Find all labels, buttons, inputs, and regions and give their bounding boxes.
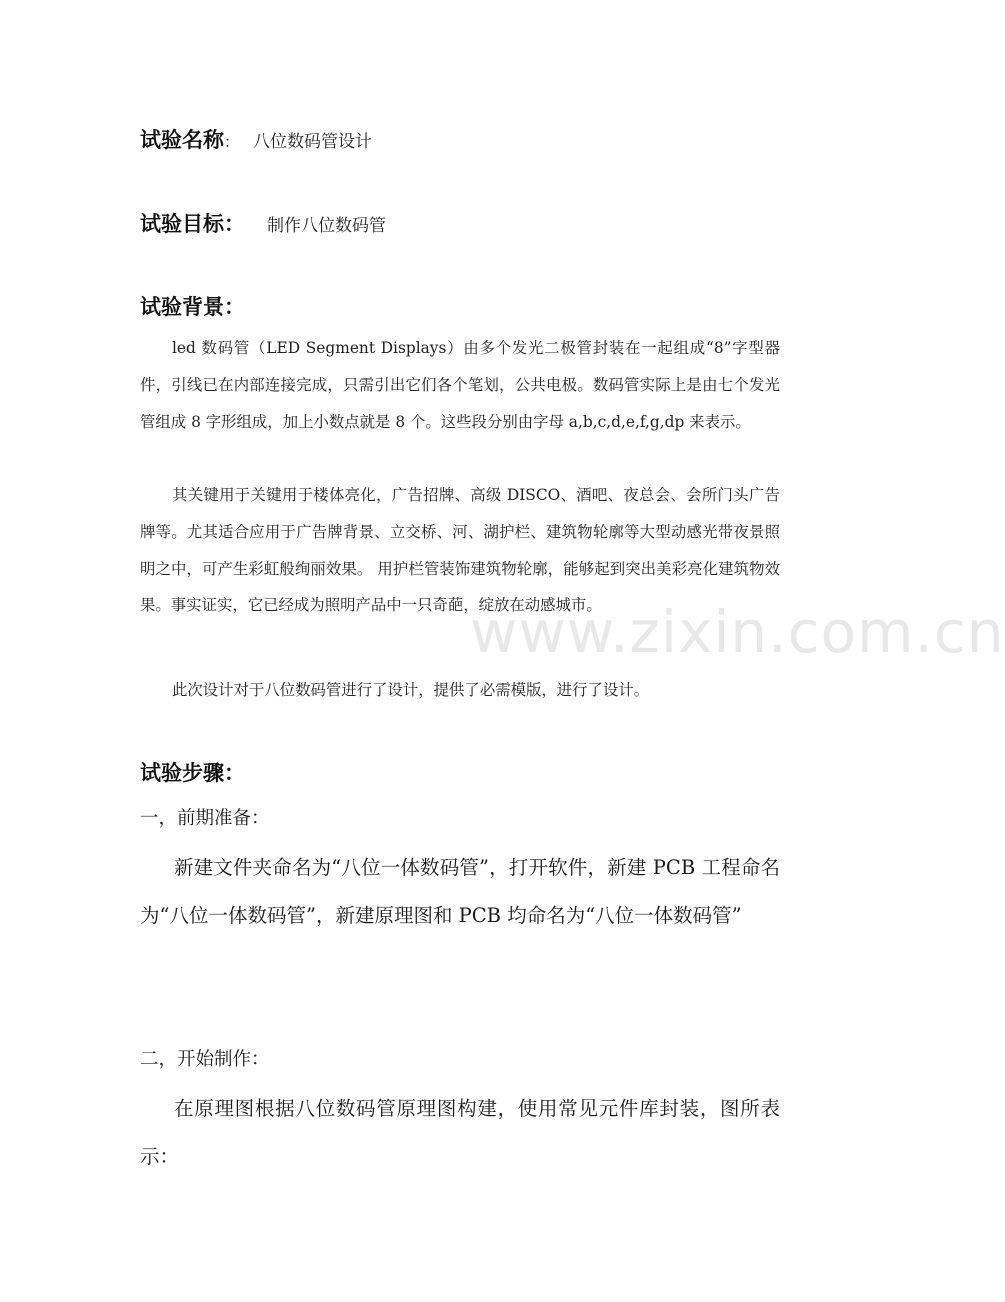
experiment-name-row — [140, 124, 372, 154]
step-1-title: 一，前期准备： — [140, 808, 270, 829]
experiment-goal-value: 制作八位数码管 — [267, 216, 386, 236]
experiment-name-separator: ： — [224, 133, 240, 151]
background-paragraph-3: 此次设计对于八位数码管进行了设计，提供了必需模版，进行了设计。 — [172, 681, 650, 699]
experiment-name-value: 八位数码管设计 — [253, 132, 373, 152]
experiment-steps-heading: 试验步骤： — [140, 761, 245, 785]
watermark-text: www.zixin.com.cn — [470, 598, 1005, 666]
background-paragraph-1: led 数码管（LED Segment Displays）由多个发光二极管封装在一起组成“8”字型器件，引线已在内部连接完成，只需引出它们各个笔划，公共电极。数码管实际上是由七个发光管组成 8 字形组成，加上小数点就是 8 个。这些段分别由字母 a,b,c,d,e,f,g,dp 来表示。 — [140, 339, 780, 431]
experiment-background-heading: 试验背景： — [140, 295, 245, 319]
step-1-text: 新建文件夹命名为“八位一体数码管”，打开软件，新建 PCB 工程命名为“八位一体数码管”，新建原理图和 PCB 均命名为“八位一体数码管” — [140, 856, 780, 927]
step-2-text: 在原理图根据八位数码管原理图构建，使用常见元件库封装，图所表示： — [140, 1097, 780, 1168]
background-paragraph-2: 其关键用于关键用于楼体亮化，广告招牌、高级 DISCO、酒吧、夜总会、会所门头广告牌等。尤其适合应用于广告牌背景、立交桥、河、湖护栏、建筑物轮廓等大型动感光带夜景照明之中，可产生彩虹般绚丽效果。 用护栏管装饰建筑物轮廓，能够起到突出美彩亮化建筑物效果。事实证实，它已经成为照明产品中一只奇葩，绽放在动感城市。 — [140, 486, 780, 615]
experiment-goal-label: 试验目标： — [140, 212, 245, 236]
experiment-name-label: 试验名称 — [140, 128, 224, 152]
experiment-goal-row — [140, 208, 386, 238]
step-2-title: 二，开始制作： — [140, 1049, 270, 1070]
